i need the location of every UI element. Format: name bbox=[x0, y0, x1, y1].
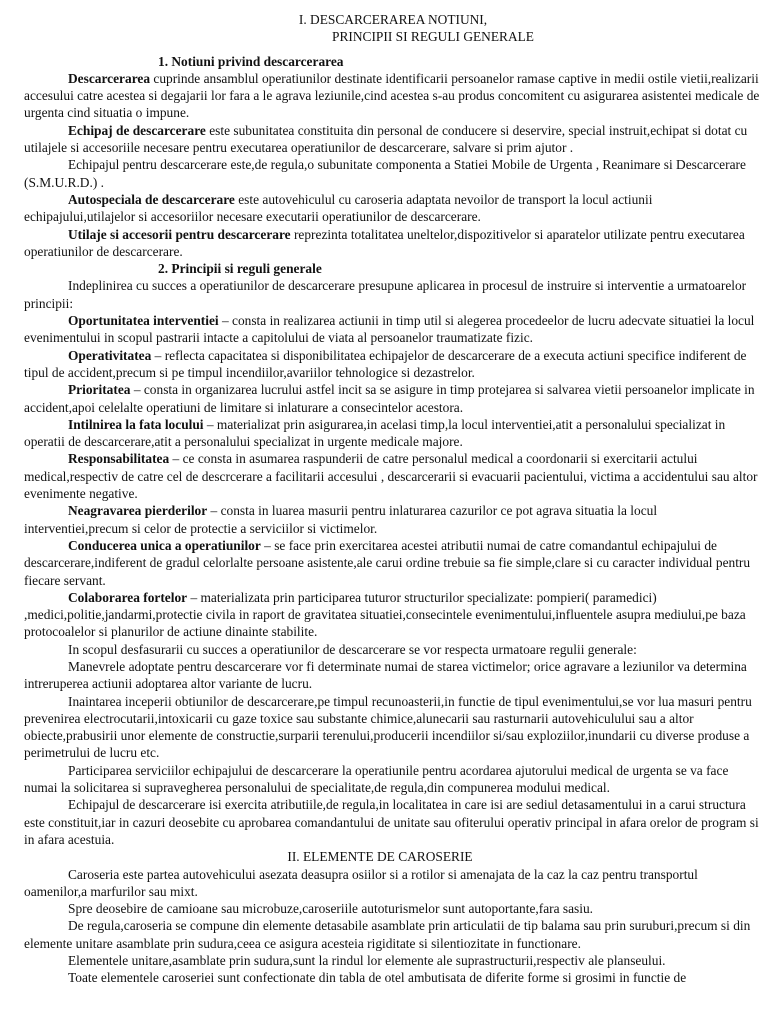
paragraph bbox=[24, 70, 762, 122]
section-heading-1: 1. Notiuni privind descarcerarea bbox=[158, 53, 344, 69]
paragraph-text: – materializata prin participarea tuturor structurilor specializate: pompieri( paramedici) ,medici,politie,jandarmi,protectie civila in raport de gravitatea situatiei,consecintele evenimentului,influentele asupra mediului,pe baza protocoalelor si planurilor de actiune dinainte stabilite. bbox=[24, 589, 746, 640]
paragraph-term: Colaborarea fortelor bbox=[68, 589, 188, 605]
paragraph bbox=[24, 226, 762, 261]
section-1-body bbox=[24, 70, 762, 260]
paragraph bbox=[24, 191, 762, 226]
paragraph bbox=[24, 589, 762, 641]
section-2-body bbox=[24, 277, 762, 848]
paragraph bbox=[24, 969, 762, 986]
paragraph bbox=[24, 762, 762, 797]
paragraph-text: De regula,caroseria se compune din elemente detasabile asamblate prin articulatii de tip balama sau prin suruburi,precum si din elemente unitare asamblate prin sudura,ceea ce asigura acesteia rigiditate si silentiozitate in functionare. bbox=[24, 918, 751, 951]
paragraph-text: cuprinde ansamblul operatiunilor destinate identificarii persoanelor ramase captive in medii ostile vietii,realizarii accesului catre acestea si degajarii lor fara a le agrava leziunile,cind acestea s-au produs concomitent cu asigurarea asistentei medicale de urgenta cind situatia o impune. bbox=[24, 70, 760, 121]
paragraph-term: Responsabilitatea bbox=[68, 451, 170, 467]
paragraph-term: Oportunitatea interventiei bbox=[68, 313, 219, 329]
paragraph-term: Autospeciala de descarcerare bbox=[68, 191, 235, 207]
paragraph-text: Spre deosebire de camioane sau microbuze,caroseriile autoturismelor sunt autoportante,fara sasiu. bbox=[68, 901, 594, 917]
paragraph-text: Caroseria este partea autovehicului asezata deasupra osiilor si a rotilor si amenajata de la caz la caz pentru transportul oamenilor,a marfurilor sau mixt. bbox=[24, 866, 698, 899]
paragraph bbox=[24, 537, 762, 589]
paragraph-text: este autovehiculul cu caroseria adaptata nevoilor de transport la locul actiunii echipajului,utilajelor si accesoriilor necesare executarii operatiunilor de descarcerare. bbox=[24, 191, 653, 225]
paragraph bbox=[24, 156, 762, 191]
paragraph bbox=[24, 866, 762, 901]
paragraph bbox=[24, 122, 762, 157]
paragraph-text: reprezinta totalitatea uneltelor,dispozitivelor si aparatelor utilizate pentru executarea operatiunilor de descarcerare. bbox=[24, 226, 745, 259]
paragraph-text: In scopul desfasurarii cu succes a operatiunilor de descarcerare se vor respecta urmatoare regulii generale: bbox=[68, 641, 637, 657]
paragraph-text: Manevrele adoptate pentru descarcerare vor fi determinate numai de starea victimelor; orice agravare a leziunilor va determina intreruperea actiunii adoptarea altor variante de lucru. bbox=[24, 658, 747, 692]
paragraph-term: Descarcerarea bbox=[68, 70, 151, 86]
paragraph-text: Toate elementele caroseriei sunt confectionate din tabla de otel ambutisata de diferite forme si grosimi in functie de bbox=[68, 970, 687, 986]
paragraph-text: Indeplinirea cu succes a operatiunilor de descarcerare presupune aplicarea in procesul de instruire si interventie a urmatoarelor principii: bbox=[24, 278, 747, 311]
paragraph-text: – reflecta capacitatea si disponibilitatea echipajelor de descarcerare de a executa actiuni specifice indiferent de tipul de accident,precum si pe timpul incendiilor,avariilor tehnologice si dezastrelor. bbox=[24, 347, 747, 380]
paragraph bbox=[24, 900, 762, 917]
paragraph-text: – consta in realizarea actiunii in timp util si alegerea procedeelor de lucru adecvate situatiei la locul evenimentului in scopul pastrarii intacte a capitolului de viata al persoanelor traumatizate fizic. bbox=[24, 313, 755, 346]
paragraph-term: Conducerea unica a operatiunilor bbox=[68, 537, 261, 553]
paragraph-term: Neagravarea pierderilor bbox=[68, 503, 208, 519]
paragraph-text: – materializat prin asigurarea,in acelasi timp,la locul interventiei,atit a personalului specializat in operatii de descarcerare,atit a personalului specializat in urgente medicale majore. bbox=[24, 416, 726, 450]
paragraph-text: Elementele unitare,asamblate prin sudura,sunt la rindul lor elemente ale suprastructurii,respectiv ale planseului. bbox=[68, 953, 666, 969]
paragraph-text: – ce consta in asumarea raspunderii de catre personalul medical a coordonarii si exercitarii actului medical,respectiv de catre cel de descrcerare a facilitarii accesului , descarcerarii si evacuarii pacientului, victima a accidentului sau altor evenimente negative. bbox=[24, 451, 758, 502]
paragraph bbox=[24, 952, 762, 969]
paragraph-term: Utilaje si accesorii pentru descarcerare bbox=[68, 226, 291, 242]
paragraph bbox=[24, 641, 762, 658]
paragraph bbox=[24, 796, 762, 848]
paragraph bbox=[24, 416, 762, 451]
paragraph bbox=[24, 347, 762, 382]
paragraph bbox=[24, 502, 762, 537]
paragraph bbox=[24, 381, 762, 416]
paragraph bbox=[24, 917, 762, 952]
paragraph-text: – consta in organizarea lucrului astfel incit sa se asigure in timp protejarea si salvarea vietii persoanelor implicate in accident,apoi celelalte operatiuni de limitare si inlaturare a consecintelor acestora. bbox=[24, 382, 755, 415]
paragraph-term: Operativitatea bbox=[68, 347, 152, 363]
section-heading-2: 2. Principii si reguli generale bbox=[158, 261, 322, 277]
paragraph-text: Inaintarea inceperii obtiunilor de descarcerare,pe timpul recunoasterii,in functie de tipul evenimentului,se vor lua masuri pentru prevenirea electrocutarii,intoxicarii cu gaze toxice sau substante chimice,alunecarii sau rasturnarii autovehiculului sau a altor obiecte,prabusirii unor elemente de constructie,surparii terenului,producerii incendiilor si/sau exploziilor,inundarii cu diverse produse a perimetrului de lucru etc. bbox=[24, 693, 752, 761]
paragraph-text: Echipajul de descarcerare isi exercita atributiile,de regula,in localitatea in care isi are sediul detasamentului in a carui structura este constituit,iar in cazuri deosebite cu aprobarea comandantului de unitate sau ofiterului operativ principal in afara orelor de program si in afara acestuia. bbox=[24, 797, 759, 847]
chapter-title-line1: I. DESCARCERAREA NOTIUNI, bbox=[298, 12, 488, 27]
paragraph-text: – consta in luarea masurii pentru inlaturarea cazurilor ce pot agrava situatia la locul interventiei,precum si celor de protectie a serviciilor si victimelor. bbox=[24, 503, 658, 536]
paragraph bbox=[24, 312, 762, 347]
paragraph bbox=[24, 693, 762, 762]
paragraph-term: Prioritatea bbox=[68, 382, 131, 398]
paragraph-text: Participarea serviciilor echipajului de descarcerare la operatiunile pentru acordarea ajutorului medical de urgenta se va face numai la solicitarea si supravegherea personalului de specialitate,de regula,din compunerea modului medical. bbox=[24, 762, 729, 796]
paragraph bbox=[24, 450, 762, 502]
chapter-2-body bbox=[24, 866, 762, 987]
paragraph-text: Echipajul pentru descarcerare este,de regula,o subunitate componenta a Statiei Mobile de Urgenta , Reanimare si Descarcerare (S.M.U.R.D.) . bbox=[24, 157, 746, 190]
chapter-2-title: II. ELEMENTE DE CAROSERIE bbox=[287, 849, 473, 865]
paragraph-text: este subunitatea constituita din personal de conducere si deservire, special instruit,echipat si dotat cu utilajele si accesoriile necesare pentru executarea operatiunilor de descarcerare, salvare si prim ajutor . bbox=[24, 122, 748, 156]
paragraph bbox=[24, 277, 762, 312]
paragraph bbox=[24, 658, 762, 693]
paragraph-term: Echipaj de descarcerare bbox=[68, 122, 206, 138]
paragraph-text: – se face prin exercitarea acestei atributii numai de catre comandantul echipajului de descarcerare,indiferent de gradul celorlalte persoane asistente,ale carui ordine trebuie sa fie simple,clare si cu caracter individual pentru fiecare servant. bbox=[24, 537, 751, 588]
chapter-title-line2: PRINCIPII SI REGULI GENERALE bbox=[332, 29, 534, 45]
paragraph-term: Intilnirea la fata locului bbox=[68, 416, 204, 432]
